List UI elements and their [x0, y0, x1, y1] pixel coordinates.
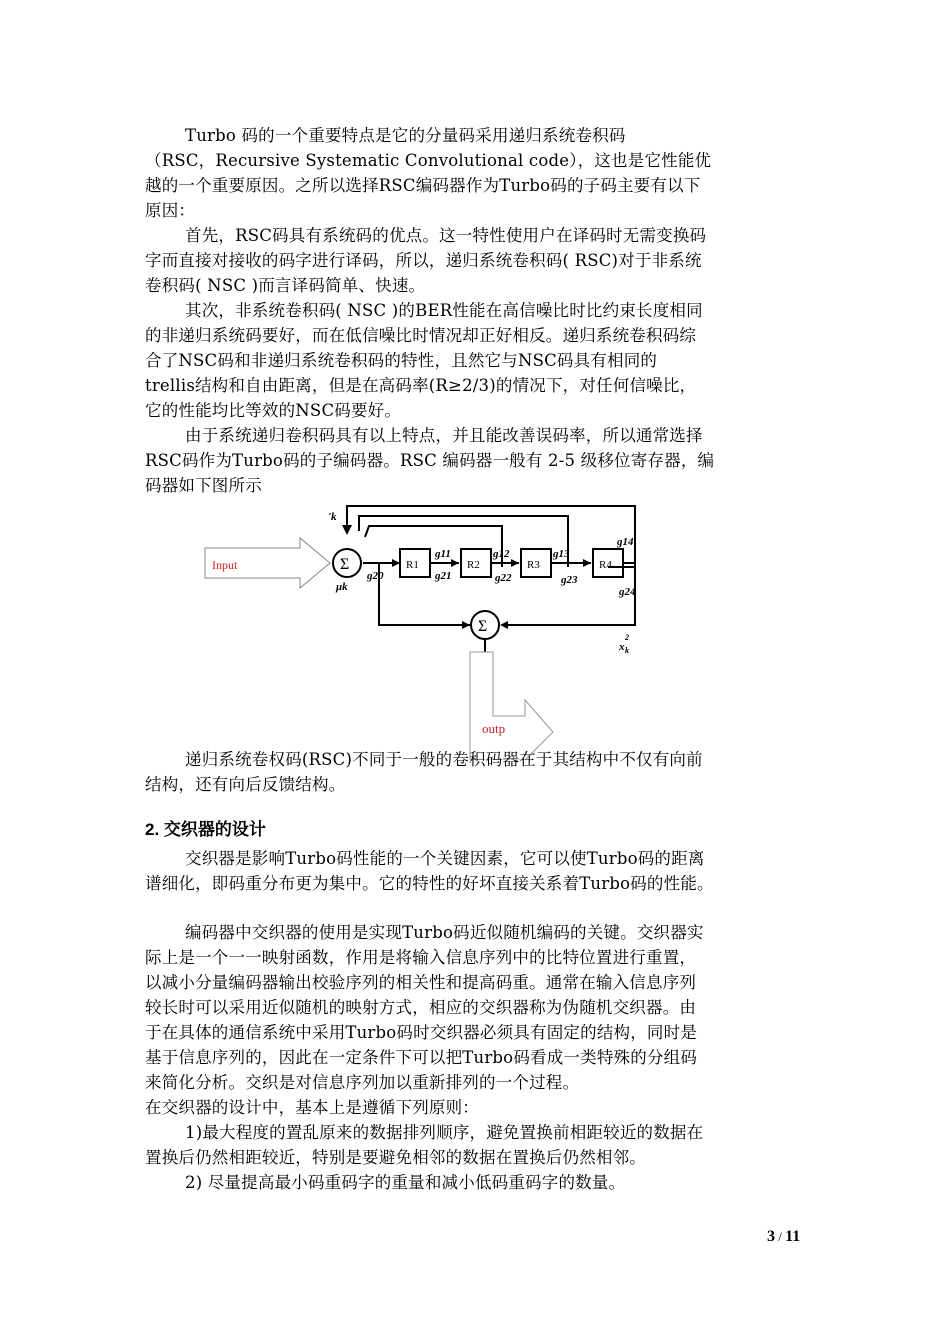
- text-line: 合了NSC码和非递归系统卷积码的特性，且然它与NSC码具有相同的: [145, 351, 658, 370]
- output-arrow: [470, 652, 553, 760]
- page-separator: /: [775, 1229, 786, 1244]
- text-line: 1)最大程度的置乱原来的数据排列顺序，避免置换前相距较近的数据在: [185, 1123, 704, 1142]
- text-line: trellis结构和自由距离，但是在高码率(R≥2/3)的情况下，对任何信噪比，: [145, 376, 697, 395]
- g-label: g12: [493, 548, 510, 560]
- text-line: 以减小分量编码器输出校验序列的相关性和提高码重。通常在输入信息序列: [145, 973, 697, 992]
- text-line: 来简化分析。交织是对信息序列加以重新排列的一个过程。: [145, 1073, 580, 1092]
- rsc-encoder-diagram: [195, 495, 655, 760]
- xk-label: x: [619, 641, 625, 653]
- page-total: 11: [785, 1228, 801, 1245]
- text-line: 基于信息序列的，因此在一定条件下可以把Turbo码看成一类特殊的分组码: [145, 1048, 698, 1067]
- text-line: 递归系统卷权码(RSC)不同于一般的卷积码器在于其结构中不仅有向前: [185, 750, 703, 769]
- sum-symbol: Σ: [478, 618, 488, 635]
- xk-sup: 2: [625, 633, 629, 642]
- register-label: R4: [599, 559, 612, 571]
- text-line: 码器如下图所示: [145, 476, 262, 495]
- text-line: （RSC，Recursive Systematic Convolutional code），这也是它性能优: [145, 151, 712, 170]
- text-line: 较长时可以采用近似随机的映射方式，相应的交织器称为伪随机交织器。由: [145, 998, 697, 1017]
- register-label: R2: [467, 559, 480, 571]
- text-line: 由于系统递归卷积码具有以上特点，并且能改善误码率，所以通常选择: [185, 426, 703, 445]
- text-line: 它的性能均比等效的NSC码要好。: [145, 401, 402, 420]
- register-label: R1: [406, 559, 419, 571]
- g-label: g13: [553, 548, 570, 560]
- mu-label: μk: [336, 581, 348, 593]
- g-label: g22: [495, 572, 512, 584]
- text-line: 卷积码( NSC )而言译码简单、快速。: [145, 276, 426, 295]
- text-line: 的非递归系统码要好，而在低信噪比时情况却正好相反。递归系统卷积码综: [145, 326, 697, 345]
- top-tick: 'k: [328, 511, 337, 523]
- text-line: 越的一个重要原因。之所以选择RSC编码器作为Turbo码的子码主要有以下: [145, 176, 701, 195]
- text-line: 首先，RSC码具有系统码的优点。这一特性使用户在译码时无需变换码: [185, 226, 707, 245]
- text-line: 原因：: [145, 201, 196, 220]
- text-line: Turbo 码的一个重要特点是它的分量码采用递归系统卷积码: [185, 126, 626, 145]
- g-label: g24: [619, 586, 636, 598]
- text-line: 2) 尽量提高最小码重码字的重量和减小低码重码字的数量。: [185, 1173, 626, 1192]
- page-current: 3: [767, 1228, 775, 1245]
- section-heading: 2. 交织器的设计: [145, 820, 266, 839]
- text-line: 编码器中交织器的使用是实现Turbo码近似随机编码的关键。交织器实: [185, 923, 704, 942]
- g-label: g14: [617, 536, 634, 548]
- xk-sub: k: [625, 646, 629, 655]
- output-label: outp: [482, 721, 506, 736]
- register-label: R3: [527, 559, 540, 571]
- g-label: g21: [435, 570, 452, 582]
- text-line: RSC码作为Turbo码的子编码器。RSC 编码器一般有 2-5 级移位寄存器，编: [145, 451, 715, 470]
- page-number: [767, 1228, 800, 1246]
- text-line: 字而直接对接收的码字进行译码，所以，递归系统卷积码( RSC)对于非系统: [145, 251, 702, 270]
- text-line: 置换后仍然相距较近，特别是要避免相邻的数据在置换后仍然相邻。: [145, 1148, 646, 1167]
- sum-symbol: Σ: [340, 556, 350, 573]
- text-line: 谱细化，即码重分布更为集中。它的特性的好坏直接关系着Turbo码的性能。: [145, 874, 714, 893]
- text-line: 在交织器的设计中，基本上是遵循下列原则：: [145, 1098, 479, 1117]
- text-line: 其次，非系统卷积码( NSC )的BER性能在高信噪比时比约束长度相同: [185, 301, 703, 320]
- text-line: 结构，还有向后反馈结构。: [145, 775, 346, 794]
- input-label: Input: [212, 558, 238, 572]
- g-label: g20: [367, 570, 384, 582]
- text-line: 于在具体的通信系统中采用Turbo码时交织器必须具有固定的结构，同时是: [145, 1023, 698, 1042]
- g-label: g11: [435, 548, 451, 560]
- text-line: 际上是一个一一映射函数，作用是将输入信息序列中的比特位置进行重置，: [145, 948, 697, 967]
- text-line: 交织器是影响Turbo码性能的一个关键因素，它可以使Turbo码的距离: [185, 849, 705, 868]
- g-label: g23: [561, 574, 578, 586]
